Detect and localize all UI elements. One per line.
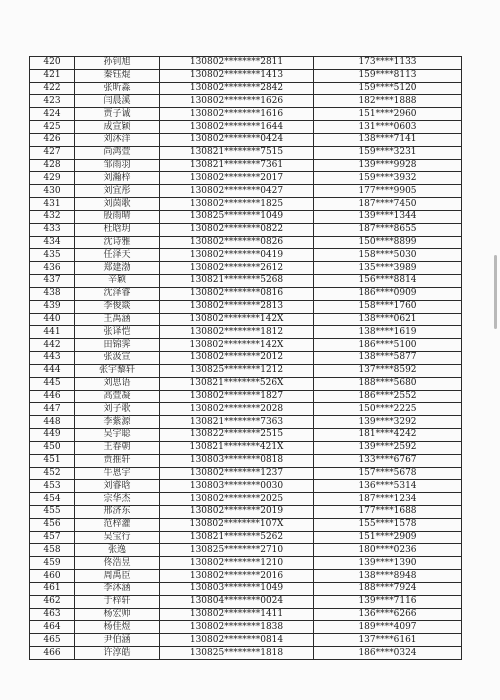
id-number-cell: 130802********1210 — [160, 557, 314, 570]
row-number-cell: 423 — [30, 95, 75, 108]
name-cell: 刘沐洋 — [75, 133, 160, 146]
name-cell: 郑建渤 — [75, 262, 160, 275]
name-cell: 吴宝行 — [75, 531, 160, 544]
name-cell: 杜晗玥 — [75, 223, 160, 236]
table-row — [30, 416, 462, 429]
table-row — [30, 621, 462, 634]
id-number-cell: 130825********1049 — [160, 210, 314, 223]
table-row — [30, 493, 462, 506]
row-number-cell: 444 — [30, 364, 75, 377]
phone-number-cell: 138****0621 — [314, 313, 462, 326]
row-number-cell: 428 — [30, 159, 75, 172]
id-number-cell: 130825********2710 — [160, 544, 314, 557]
phone-number-cell: 155****1578 — [314, 518, 462, 531]
row-number-cell: 427 — [30, 146, 75, 159]
row-number-cell: 450 — [30, 441, 75, 454]
name-cell: 沈诗雅 — [75, 236, 160, 249]
row-number-cell: 458 — [30, 544, 75, 557]
name-cell: 殷雨晴 — [75, 210, 160, 223]
table-row — [30, 467, 462, 480]
table-row — [30, 339, 462, 352]
id-number-cell: 130825********1212 — [160, 364, 314, 377]
table-row — [30, 210, 462, 223]
phone-number-cell: 136****6266 — [314, 608, 462, 621]
name-cell: 刘瀚梓 — [75, 172, 160, 185]
table-row — [30, 236, 462, 249]
name-cell: 宗华杰 — [75, 493, 160, 506]
row-number-cell: 463 — [30, 608, 75, 621]
phone-number-cell: 150****2225 — [314, 403, 462, 416]
phone-number-cell: 188****7924 — [314, 582, 462, 595]
table-row — [30, 595, 462, 608]
phone-number-cell: 139****1344 — [314, 210, 462, 223]
phone-number-cell: 177****1688 — [314, 505, 462, 518]
id-number-cell: 130821********5268 — [160, 275, 314, 288]
phone-number-cell: 159****8113 — [314, 69, 462, 82]
name-cell: 王禹涵 — [75, 313, 160, 326]
phone-number-cell: 138****7141 — [314, 133, 462, 146]
table-row — [30, 82, 462, 95]
id-number-cell: 130804********0024 — [160, 595, 314, 608]
table-row — [30, 582, 462, 595]
name-cell: 成宣颖 — [75, 121, 160, 134]
phone-number-cell: 187****7450 — [314, 198, 462, 211]
phone-number-cell: 139****3292 — [314, 416, 462, 429]
table-row — [30, 198, 462, 211]
roster-table — [29, 56, 462, 660]
id-number-cell: 130802********0427 — [160, 185, 314, 198]
row-number-cell: 439 — [30, 300, 75, 313]
table-row — [30, 146, 462, 159]
id-number-cell: 130821********421X — [160, 441, 314, 454]
id-number-cell: 130802********2842 — [160, 82, 314, 95]
id-number-cell: 130802********2017 — [160, 172, 314, 185]
name-cell: 邹雨羽 — [75, 159, 160, 172]
row-number-cell: 464 — [30, 621, 75, 634]
row-number-cell: 465 — [30, 634, 75, 647]
id-number-cell: 130802********2025 — [160, 493, 314, 506]
table-row — [30, 557, 462, 570]
name-cell: 杨佳煜 — [75, 621, 160, 634]
phone-number-cell: 157****5678 — [314, 467, 462, 480]
id-number-cell: 130803********0030 — [160, 480, 314, 493]
row-number-cell: 448 — [30, 416, 75, 429]
phone-number-cell: 180****0236 — [314, 544, 462, 557]
table-row — [30, 429, 462, 442]
id-number-cell: 130821********7363 — [160, 416, 314, 429]
row-number-cell: 422 — [30, 82, 75, 95]
row-number-cell: 452 — [30, 467, 75, 480]
id-number-cell: 130802********2016 — [160, 570, 314, 583]
name-cell: 刘子歌 — [75, 403, 160, 416]
phone-number-cell: 133****6767 — [314, 454, 462, 467]
table-row — [30, 634, 462, 647]
row-number-cell: 457 — [30, 531, 75, 544]
phone-number-cell: 138****8948 — [314, 570, 462, 583]
row-number-cell: 432 — [30, 210, 75, 223]
name-cell: 贾推轩 — [75, 454, 160, 467]
phone-number-cell: 151****2960 — [314, 108, 462, 121]
phone-number-cell: 186****5100 — [314, 339, 462, 352]
row-number-cell: 420 — [30, 57, 75, 70]
row-number-cell: 425 — [30, 121, 75, 134]
phone-number-cell: 150****8899 — [314, 236, 462, 249]
id-number-cell: 130821********7361 — [160, 159, 314, 172]
row-number-cell: 437 — [30, 275, 75, 288]
phone-number-cell: 159****3932 — [314, 172, 462, 185]
name-cell: 范梓灌 — [75, 518, 160, 531]
id-number-cell: 130802********0826 — [160, 236, 314, 249]
phone-number-cell: 186****0324 — [314, 647, 462, 660]
id-number-cell: 130802********0419 — [160, 249, 314, 262]
roster-table-body — [30, 57, 462, 660]
id-number-cell: 130802********0424 — [160, 133, 314, 146]
row-number-cell: 433 — [30, 223, 75, 236]
id-number-cell: 130802********2612 — [160, 262, 314, 275]
name-cell: 张宇藜轩 — [75, 364, 160, 377]
name-cell: 吴宇聪 — [75, 429, 160, 442]
table-row — [30, 480, 462, 493]
table-row — [30, 159, 462, 172]
name-cell: 刘茵歌 — [75, 198, 160, 211]
name-cell: 刘睿晗 — [75, 480, 160, 493]
name-cell: 牛恩宇 — [75, 467, 160, 480]
table-row — [30, 133, 462, 146]
table-row — [30, 57, 462, 70]
name-cell: 刘思语 — [75, 377, 160, 390]
phone-number-cell: 182****1888 — [314, 95, 462, 108]
row-number-cell: 451 — [30, 454, 75, 467]
phone-number-cell: 139****1390 — [314, 557, 462, 570]
row-number-cell: 442 — [30, 339, 75, 352]
name-cell: 张译恺 — [75, 326, 160, 339]
table-row — [30, 313, 462, 326]
phone-number-cell: 135****3989 — [314, 262, 462, 275]
table-row — [30, 454, 462, 467]
row-number-cell: 429 — [30, 172, 75, 185]
phone-number-cell: 181****4242 — [314, 429, 462, 442]
id-number-cell: 130802********2012 — [160, 352, 314, 365]
table-row — [30, 570, 462, 583]
phone-number-cell: 136****5314 — [314, 480, 462, 493]
table-row — [30, 518, 462, 531]
id-number-cell: 130802********1626 — [160, 95, 314, 108]
name-cell: 尚鸿萱 — [75, 146, 160, 159]
id-number-cell: 130802********1838 — [160, 621, 314, 634]
table-row — [30, 352, 462, 365]
phone-number-cell: 131****0603 — [314, 121, 462, 134]
row-number-cell: 436 — [30, 262, 75, 275]
phone-number-cell: 159****5120 — [314, 82, 462, 95]
row-number-cell: 459 — [30, 557, 75, 570]
phone-number-cell: 137****8592 — [314, 364, 462, 377]
table-row — [30, 441, 462, 454]
name-cell: 王春朝 — [75, 441, 160, 454]
row-number-cell: 440 — [30, 313, 75, 326]
name-cell: 刘宜彤 — [75, 185, 160, 198]
name-cell: 杨宏帅 — [75, 608, 160, 621]
phone-number-cell: 138****5877 — [314, 352, 462, 365]
name-cell: 闫晨溪 — [75, 95, 160, 108]
table-row — [30, 505, 462, 518]
table-row — [30, 364, 462, 377]
phone-number-cell: 158****5030 — [314, 249, 462, 262]
row-number-cell: 421 — [30, 69, 75, 82]
phone-number-cell: 189****4097 — [314, 621, 462, 634]
name-cell: 田锦霁 — [75, 339, 160, 352]
id-number-cell: 130802********1812 — [160, 326, 314, 339]
name-cell: 佟浩昱 — [75, 557, 160, 570]
id-number-cell: 130802********1644 — [160, 121, 314, 134]
id-number-cell: 130822********2515 — [160, 429, 314, 442]
row-number-cell: 441 — [30, 326, 75, 339]
id-number-cell: 130802********1827 — [160, 390, 314, 403]
phone-number-cell: 187****1234 — [314, 493, 462, 506]
table-row — [30, 531, 462, 544]
row-number-cell: 443 — [30, 352, 75, 365]
phone-number-cell: 173****1133 — [314, 57, 462, 70]
row-number-cell: 447 — [30, 403, 75, 416]
name-cell: 沈泽睿 — [75, 287, 160, 300]
name-cell: 许淳皓 — [75, 647, 160, 660]
name-cell: 张汲宣 — [75, 352, 160, 365]
id-number-cell: 130825********1818 — [160, 647, 314, 660]
table-row — [30, 223, 462, 236]
phone-number-cell: 187****8655 — [314, 223, 462, 236]
row-number-cell: 466 — [30, 647, 75, 660]
id-number-cell: 130802********1413 — [160, 69, 314, 82]
id-number-cell: 130802********1616 — [160, 108, 314, 121]
row-number-cell: 455 — [30, 505, 75, 518]
name-cell: 李紫源 — [75, 416, 160, 429]
id-number-cell: 130802********2019 — [160, 505, 314, 518]
id-number-cell: 130802********0816 — [160, 287, 314, 300]
row-number-cell: 454 — [30, 493, 75, 506]
phone-number-cell: 139****2592 — [314, 441, 462, 454]
id-number-cell: 130802********107X — [160, 518, 314, 531]
name-cell: 张昕淼 — [75, 82, 160, 95]
id-number-cell: 130802********0814 — [160, 634, 314, 647]
table-row — [30, 647, 462, 660]
row-number-cell: 456 — [30, 518, 75, 531]
id-number-cell: 130802********142X — [160, 339, 314, 352]
row-number-cell: 462 — [30, 595, 75, 608]
table-row — [30, 377, 462, 390]
row-number-cell: 438 — [30, 287, 75, 300]
name-cell: 李沐涵 — [75, 582, 160, 595]
id-number-cell: 130802********2028 — [160, 403, 314, 416]
row-number-cell: 426 — [30, 133, 75, 146]
id-number-cell: 130803********0818 — [160, 454, 314, 467]
table-row — [30, 249, 462, 262]
phone-number-cell: 139****7116 — [314, 595, 462, 608]
table-row — [30, 608, 462, 621]
phone-number-cell: 158****1760 — [314, 300, 462, 313]
name-cell: 贾子诚 — [75, 108, 160, 121]
row-number-cell: 430 — [30, 185, 75, 198]
phone-number-cell: 151****2909 — [314, 531, 462, 544]
name-cell: 任泽天 — [75, 249, 160, 262]
id-number-cell: 130802********142X — [160, 313, 314, 326]
table-row — [30, 172, 462, 185]
phone-number-cell: 137****6161 — [314, 634, 462, 647]
id-number-cell: 130803********1049 — [160, 582, 314, 595]
scrollbar-thumb[interactable] — [494, 255, 497, 329]
row-number-cell: 460 — [30, 570, 75, 583]
row-number-cell: 431 — [30, 198, 75, 211]
id-number-cell: 130802********2813 — [160, 300, 314, 313]
name-cell: 邢济东 — [75, 505, 160, 518]
row-number-cell: 435 — [30, 249, 75, 262]
name-cell: 于梓轩 — [75, 595, 160, 608]
name-cell: 辛颖 — [75, 275, 160, 288]
row-number-cell: 461 — [30, 582, 75, 595]
table-row — [30, 544, 462, 557]
name-cell: 周禹臣 — [75, 570, 160, 583]
table-row — [30, 403, 462, 416]
phone-number-cell: 186****2552 — [314, 390, 462, 403]
id-number-cell: 130821********7515 — [160, 146, 314, 159]
id-number-cell: 130802********1237 — [160, 467, 314, 480]
table-row — [30, 185, 462, 198]
phone-number-cell: 156****8814 — [314, 275, 462, 288]
table-row — [30, 95, 462, 108]
name-cell: 高萱凝 — [75, 390, 160, 403]
row-number-cell: 424 — [30, 108, 75, 121]
table-row — [30, 390, 462, 403]
id-number-cell: 130802********1411 — [160, 608, 314, 621]
name-cell: 张逸 — [75, 544, 160, 557]
phone-number-cell: 159****3231 — [314, 146, 462, 159]
phone-number-cell: 138****1619 — [314, 326, 462, 339]
row-number-cell: 453 — [30, 480, 75, 493]
table-row — [30, 108, 462, 121]
table-row — [30, 326, 462, 339]
table-row — [30, 262, 462, 275]
row-number-cell: 446 — [30, 390, 75, 403]
table-row — [30, 300, 462, 313]
id-number-cell: 130802********0822 — [160, 223, 314, 236]
name-cell: 秦钰焜 — [75, 69, 160, 82]
table-row — [30, 275, 462, 288]
name-cell: 李俊燚 — [75, 300, 160, 313]
table-row — [30, 69, 462, 82]
phone-number-cell: 139****9928 — [314, 159, 462, 172]
phone-number-cell: 177****9905 — [314, 185, 462, 198]
row-number-cell: 434 — [30, 236, 75, 249]
row-number-cell: 445 — [30, 377, 75, 390]
name-cell: 尹伯涵 — [75, 634, 160, 647]
id-number-cell: 130821********526X — [160, 377, 314, 390]
id-number-cell: 130821********5262 — [160, 531, 314, 544]
table-row — [30, 287, 462, 300]
id-number-cell: 130802********2811 — [160, 57, 314, 70]
name-cell: 孙钊旭 — [75, 57, 160, 70]
table-row — [30, 121, 462, 134]
phone-number-cell: 188****5680 — [314, 377, 462, 390]
phone-number-cell: 186****0909 — [314, 287, 462, 300]
row-number-cell: 449 — [30, 429, 75, 442]
id-number-cell: 130802********1825 — [160, 198, 314, 211]
